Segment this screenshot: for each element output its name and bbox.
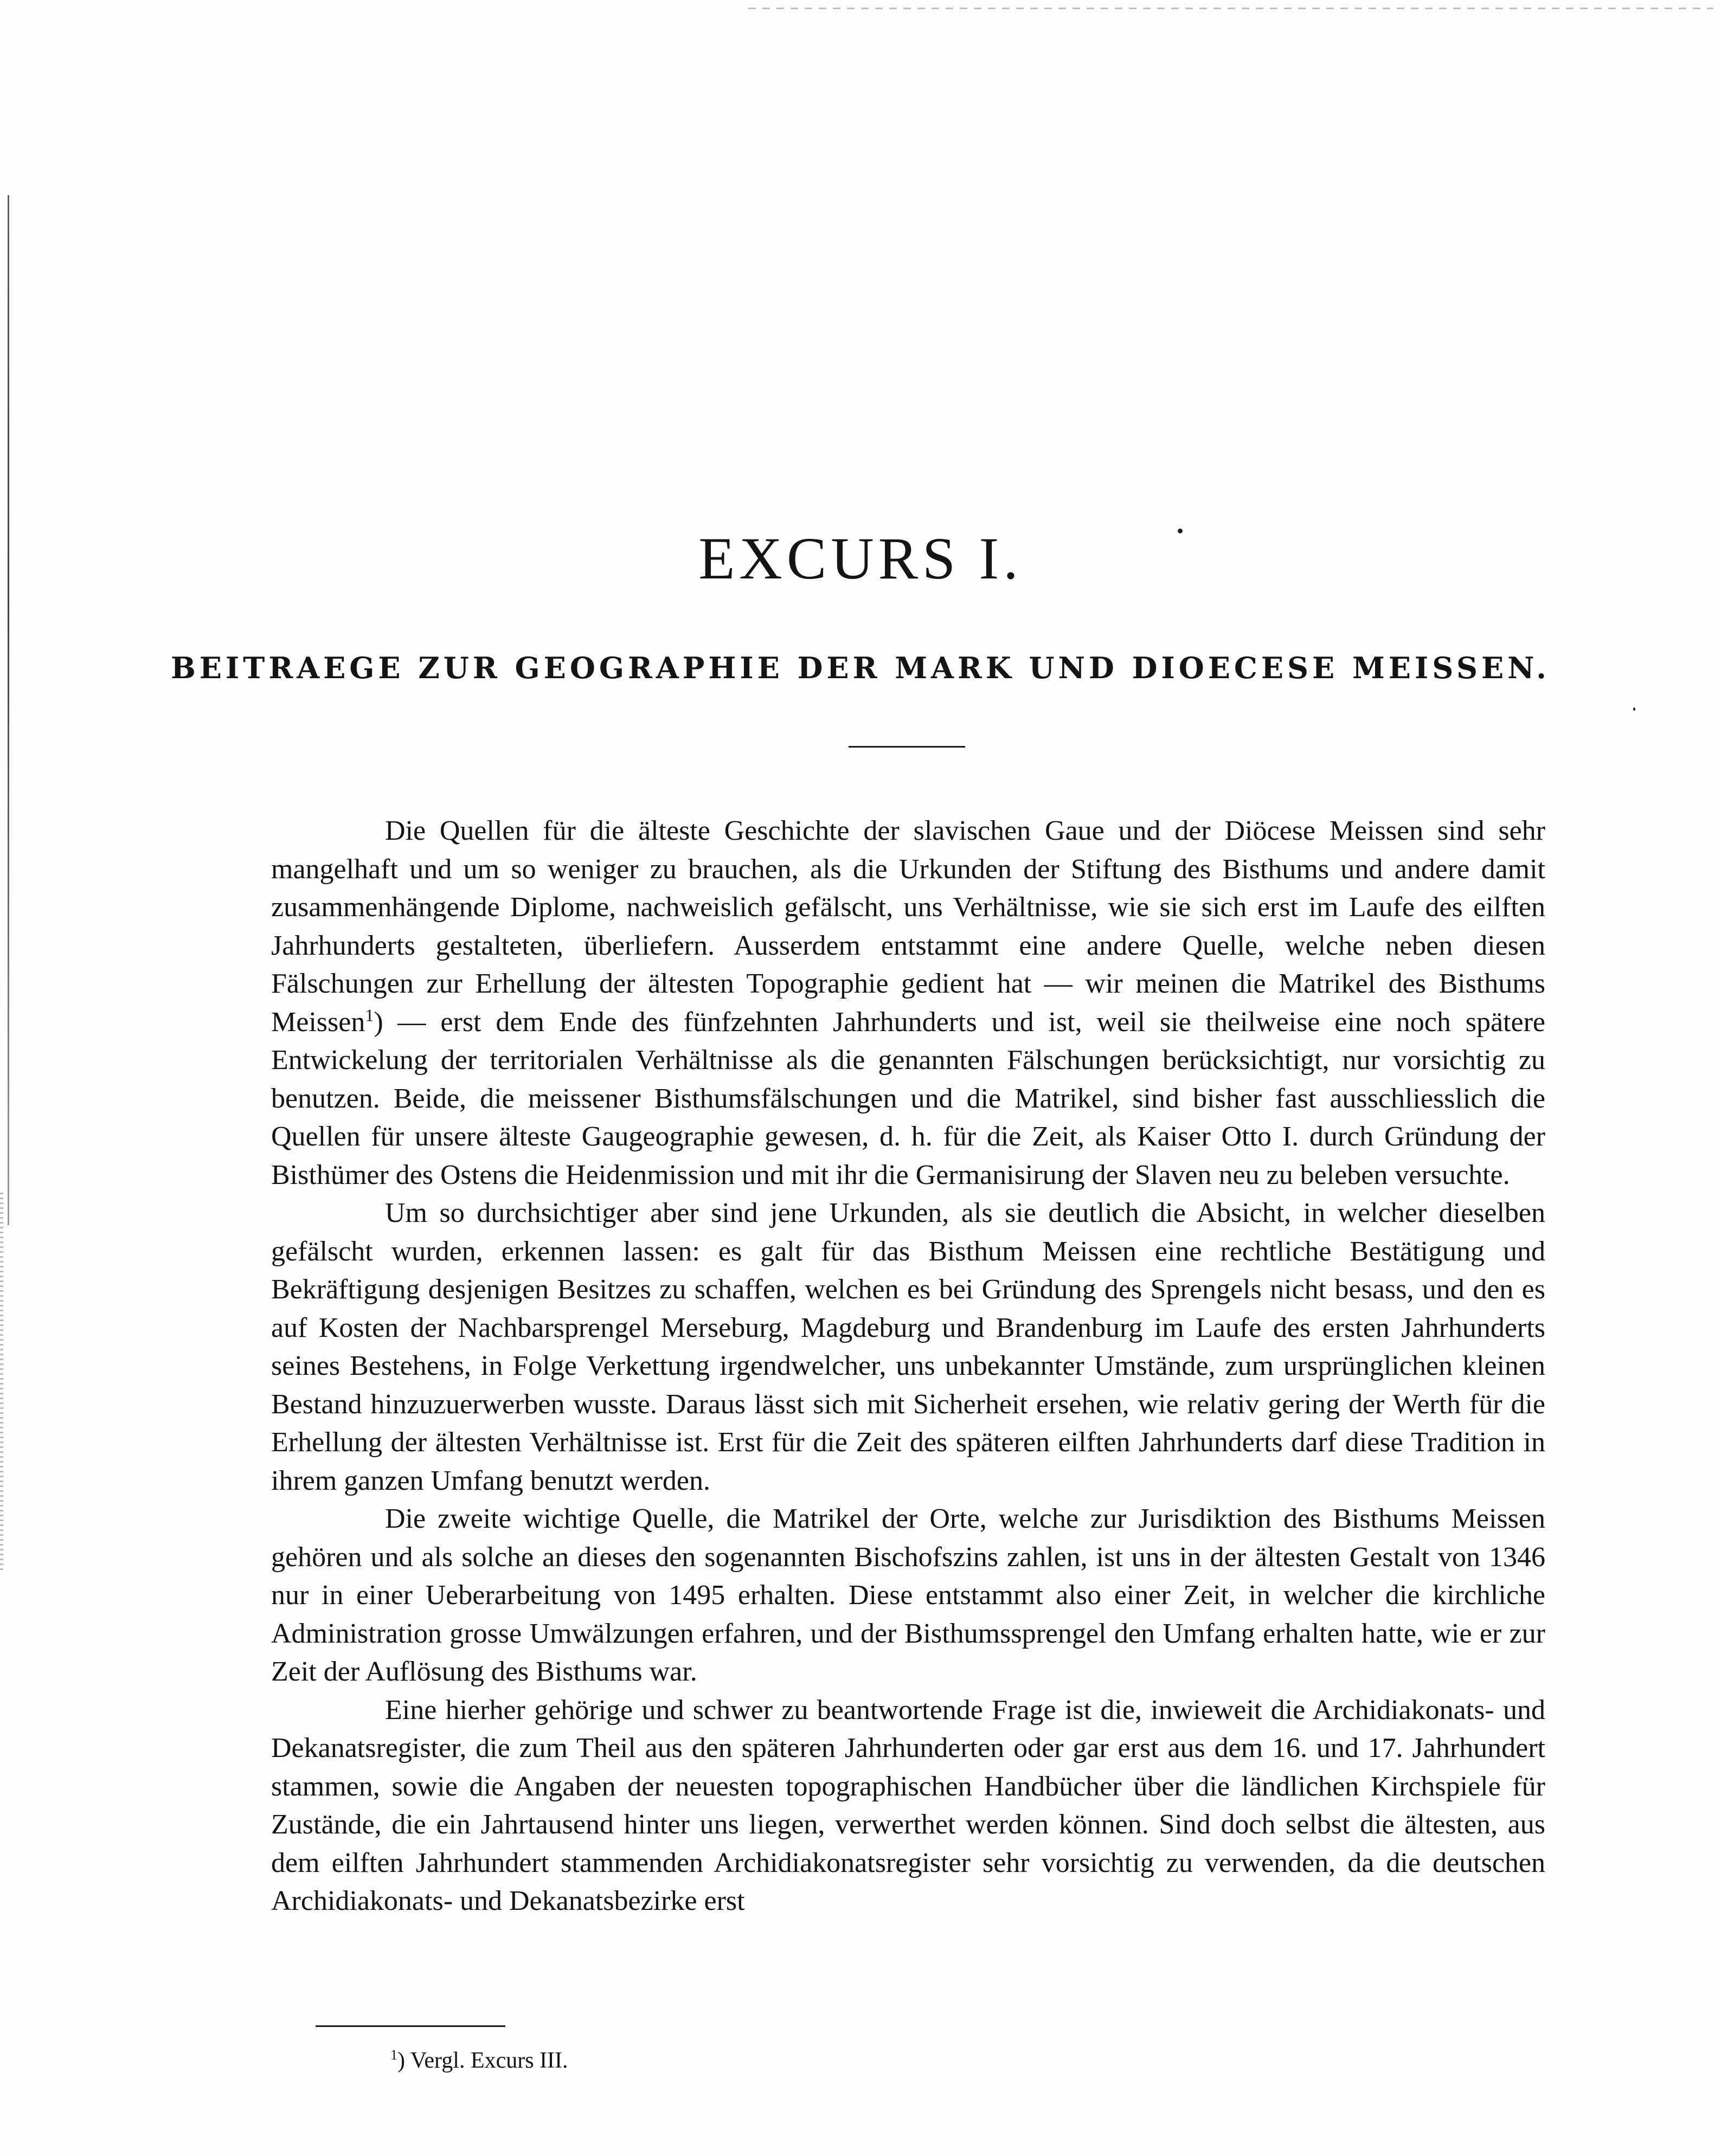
footnote-reference: 1 bbox=[365, 1005, 374, 1025]
body-text bbox=[271, 812, 1545, 1921]
footnote-mark: 1 bbox=[390, 2047, 397, 2063]
scan-binding-shadow bbox=[0, 1193, 3, 1572]
paragraph: Um so durchsichtiger aber sind jene Urkunden, als sie deutlich die Absicht, in welcher dieselben gefälscht wurden, erkennen lassen: es galt für das Bisthum Meissen eine rechtliche Bestätigung und Bekräftigung desjenigen Besitzes zu schaffen, welchen es bei Gründung des Sprengels nicht besass, und den es auf Kosten der Nachbarsprengel Merseburg, Magdeburg und Brandenburg im Laufe des ersten Jahrhunderts seines Bestehens, in Folge Verkettung irgendwelcher, uns unbekannter Umstände, zum ursprünglichen kleinen Bestand hinzuzuerwerben wusste. Daraus lässt sich mit Sicherheit ersehen, wie relativ gering der Werth für die Erhellung der ältesten Verhältnisse ist. Erst für die Zeit des späteren eilften Jahrhunderts darf diese Tradition in ihrem ganzen Umfang benutzt werden. bbox=[271, 1198, 1545, 1496]
title-divider bbox=[849, 746, 965, 748]
paragraph bbox=[271, 812, 1545, 1194]
page-title: EXCURS I. bbox=[698, 525, 1023, 591]
scan-top-border bbox=[748, 8, 1713, 9]
scan-speck bbox=[1633, 707, 1635, 711]
footnote-divider bbox=[316, 2025, 505, 2027]
page-subtitle: BEITRAEGE ZUR GEOGRAPHIE DER MARK UND DIOECESE MEISSEN. bbox=[171, 651, 1550, 685]
footnote bbox=[390, 2048, 568, 2072]
footnote-text: ) Vergl. Excurs III. bbox=[397, 2048, 568, 2073]
scan-binding-edge bbox=[8, 195, 9, 1225]
paragraph: Eine hierher gehörige und schwer zu beantwortende Frage ist die, inwieweit die Archidiakonats- und Dekanatsregister, die zum Theil aus den späteren Jahrhunderten oder gar erst aus dem 16. und 17. Jahrhundert stammen, sowie die Angaben der neuesten topographischen Handbücher über die ländlichen Kirchspiele für Zustände, die ein Jahrtausend hinter uns liegen, verwerthet werden können. Sind doch selbst die ältesten, aus dem eilften Jahrhundert stammenden Archidiakonatsregister sehr vorsichtig zu verwenden, da die deutschen Archidiakonats- und Dekanatsbezirke erst bbox=[271, 1694, 1545, 1916]
paragraph: Die zweite wichtige Quelle, die Matrikel der Orte, welche zur Jurisdiktion des Bisthums Meissen gehören und als solche an dieses den sogenannten Bischofszins zahlen, ist uns in der ältesten Gestalt von 1346 nur in einer Ueberarbeitung von 1495 erhalten. Diese entstammt also einer Zeit, in welcher die kirchliche Administration grosse Umwälzungen erfahren, und der Bisthumssprengel den Umfang erhalten hatte, wie er zur Zeit der Auflösung des Bisthums war. bbox=[271, 1503, 1545, 1687]
paragraph-text: Die Quellen für die älteste Geschichte der slavischen Gaue und der Diöcese Meissen sind sehr mangelhaft und um so weniger zu brauchen, als die Urkunden der Stiftung des Bisthums und andere damit zusammenhängende Diplome, nachweislich gefälscht, uns Verhältnisse, wie sie sich erst im Laufe des eilften Jahrhunderts gestalteten, überliefern. Ausserdem entstammt eine andere Quelle, welche neben diesen Fälschungen zur Erhellung der ältesten Topographie gedient hat — wir meinen die Matrikel des Bisthums Meissen bbox=[271, 815, 1545, 1038]
paragraph-text: ) — erst dem Ende des fünfzehnten Jahrhunderts und ist, weil sie theilweise eine noch spätere Entwickelung der territorialen Verhältnisse als die genannten Fälschungen berücksichtigt, nur vorsichtig zu benutzen. Beide, die meissener Bisthumsfälschungen und die Matrikel, sind bisher fast ausschliesslich die Quellen für unsere älteste Gaugeographie gewesen, d. h. für die Zeit, als Kaiser Otto I. durch Gründung der Bisthümer des Ostens die Heidenmission und mit ihr die Germanisirung der Slaven neu zu beleben versuchte. bbox=[271, 1006, 1545, 1190]
